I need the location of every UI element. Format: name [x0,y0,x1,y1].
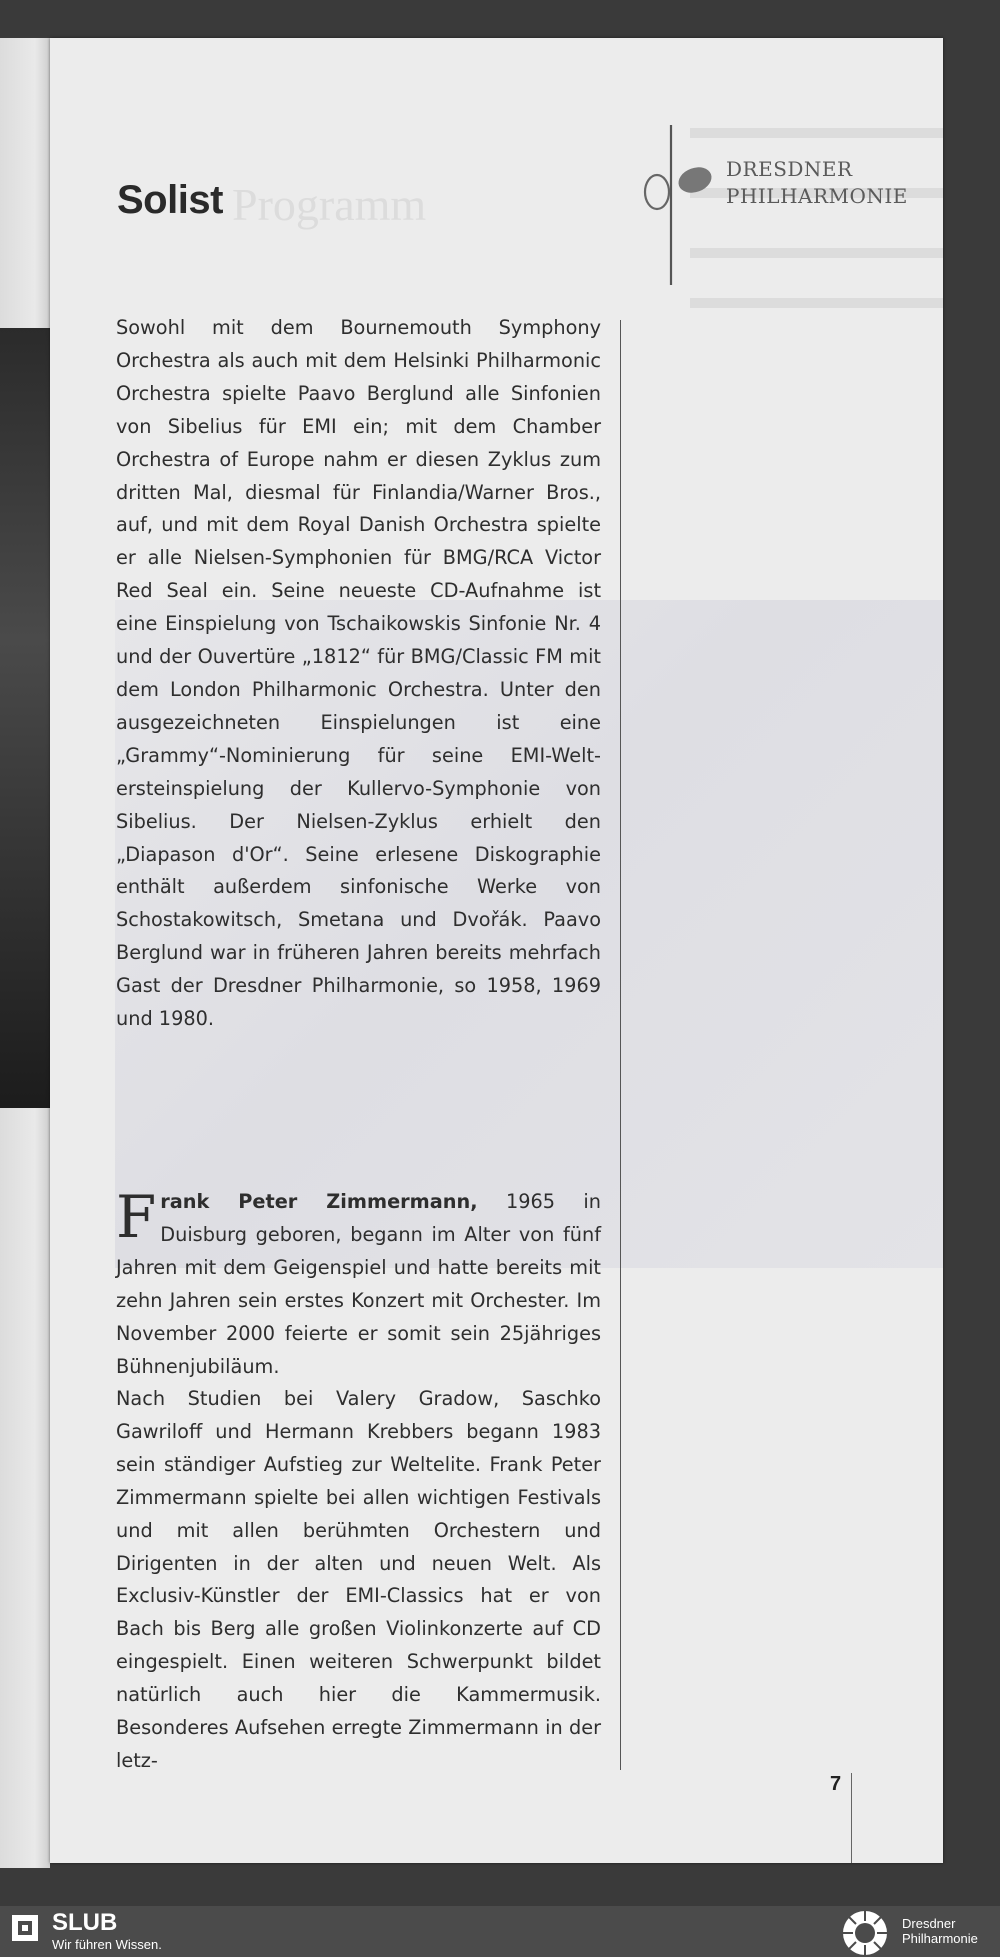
slub-icon[interactable] [10,1913,40,1943]
partner-name[interactable] [902,1916,978,1946]
partner-line-2: Philharmonie [902,1931,978,1946]
paragraph-berglund: Sowohl mit dem Bournemouth Symphony Orchestra als auch mit dem Helsinki Philharmonic Orchestra spielte Paavo Berglund alle Sinfonien von Sibelius für EMI ein; mit dem Chamber Orchestra of Europe nahm er diesen Zyklus zum dritten Mal, diesmal für Finlandia/Warner Bros., auf, und mit dem Royal Danish Orchestra spielte er alle Nielsen-Symphonien für BMG/RCA Victor Red Seal ein. Seine neueste CD-Aufnahme ist eine Einspielung von Tschaikowskis Sinfonie Nr. 4 und der Ouvertüre „1812“ für BMG/Classic FM mit dem London Philharmonic Orchestra. Unter den ausgezeichneten Einspielungen ist eine „Grammy“-Nominierung für seine EMI-Weltersteinspielung der Kullervo-Symphonie von Sibelius. Der Nielsen-Zyklus erhielt den „Diapason d'Or“. Seine erlesene Diskographie enthält außerdem sinfonische Werke von Schostakowitsch, Smetana und Dvořák. Paavo Berglund war in früheren Jahren bereits mehrfach Gast der Dresdner Philharmonie, so 1958, 1969 und 1980. [116,316,601,1031]
paragraph-zimmermann-intro [116,1183,601,1383]
philharmonie-sunburst-icon[interactable] [841,1909,889,1957]
document-page [50,38,943,1863]
logo-line-2: PHILHARMONIE [726,184,908,208]
partner-line-1: Dresdner [902,1916,956,1931]
dp-monogram-icon [586,88,726,288]
page-title: Solist [117,178,223,222]
library-tagline: Wir führen Wissen. [52,1937,162,1952]
logo-line-1: DRESDNER [726,157,853,181]
library-name[interactable]: SLUB [52,1909,118,1936]
viewer-footer [0,1906,1000,1957]
column-divider [620,320,621,1770]
paragraph-zimmermann-career: Nach Studien bei Valery Gradow, Saschko Gawriloff und Hermann Krebbers begann 1983 sein ständiger Aufstieg zur Weltelite. Frank Peter Zimmermann spielte bei allen wichtigen Festivals und mit allen berühmten Orchestern und Dirigenten in der alten und neuen Welt. Als Exclusiv-Künstler der EMI-Classics hat er von Bach bis Berg alle großen Violinkonzerte auf CD eingespielt. Einen weiteren Schwerpunkt bildet natürlich auch hier die Kammermusik. Besonderes Aufsehen erregte Zimmermann in der letz- [116,1387,601,1772]
adjacent-page-photo [0,328,50,1108]
lead-name: rank Peter Zimmermann, [160,1190,478,1213]
dresdner-philharmonie-logo [586,88,926,288]
page-number-rule [851,1773,852,1863]
show-through-title: Programm [232,179,427,230]
paragraph-zimmermann-intro-text: 1965 in Duisburg geboren, begann im Alter von fünf Jahren mit dem Geigenspiel und hatte bereits mit zehn Jahren sein erstes Konzert mit Orchester. Im November 2000 feierte er somit sein 25jähriges Bühnenjubiläum. [116,1190,601,1378]
adjacent-page [0,38,50,1868]
page-number: 7 [830,1773,842,1795]
drop-cap: F [116,1183,157,1251]
